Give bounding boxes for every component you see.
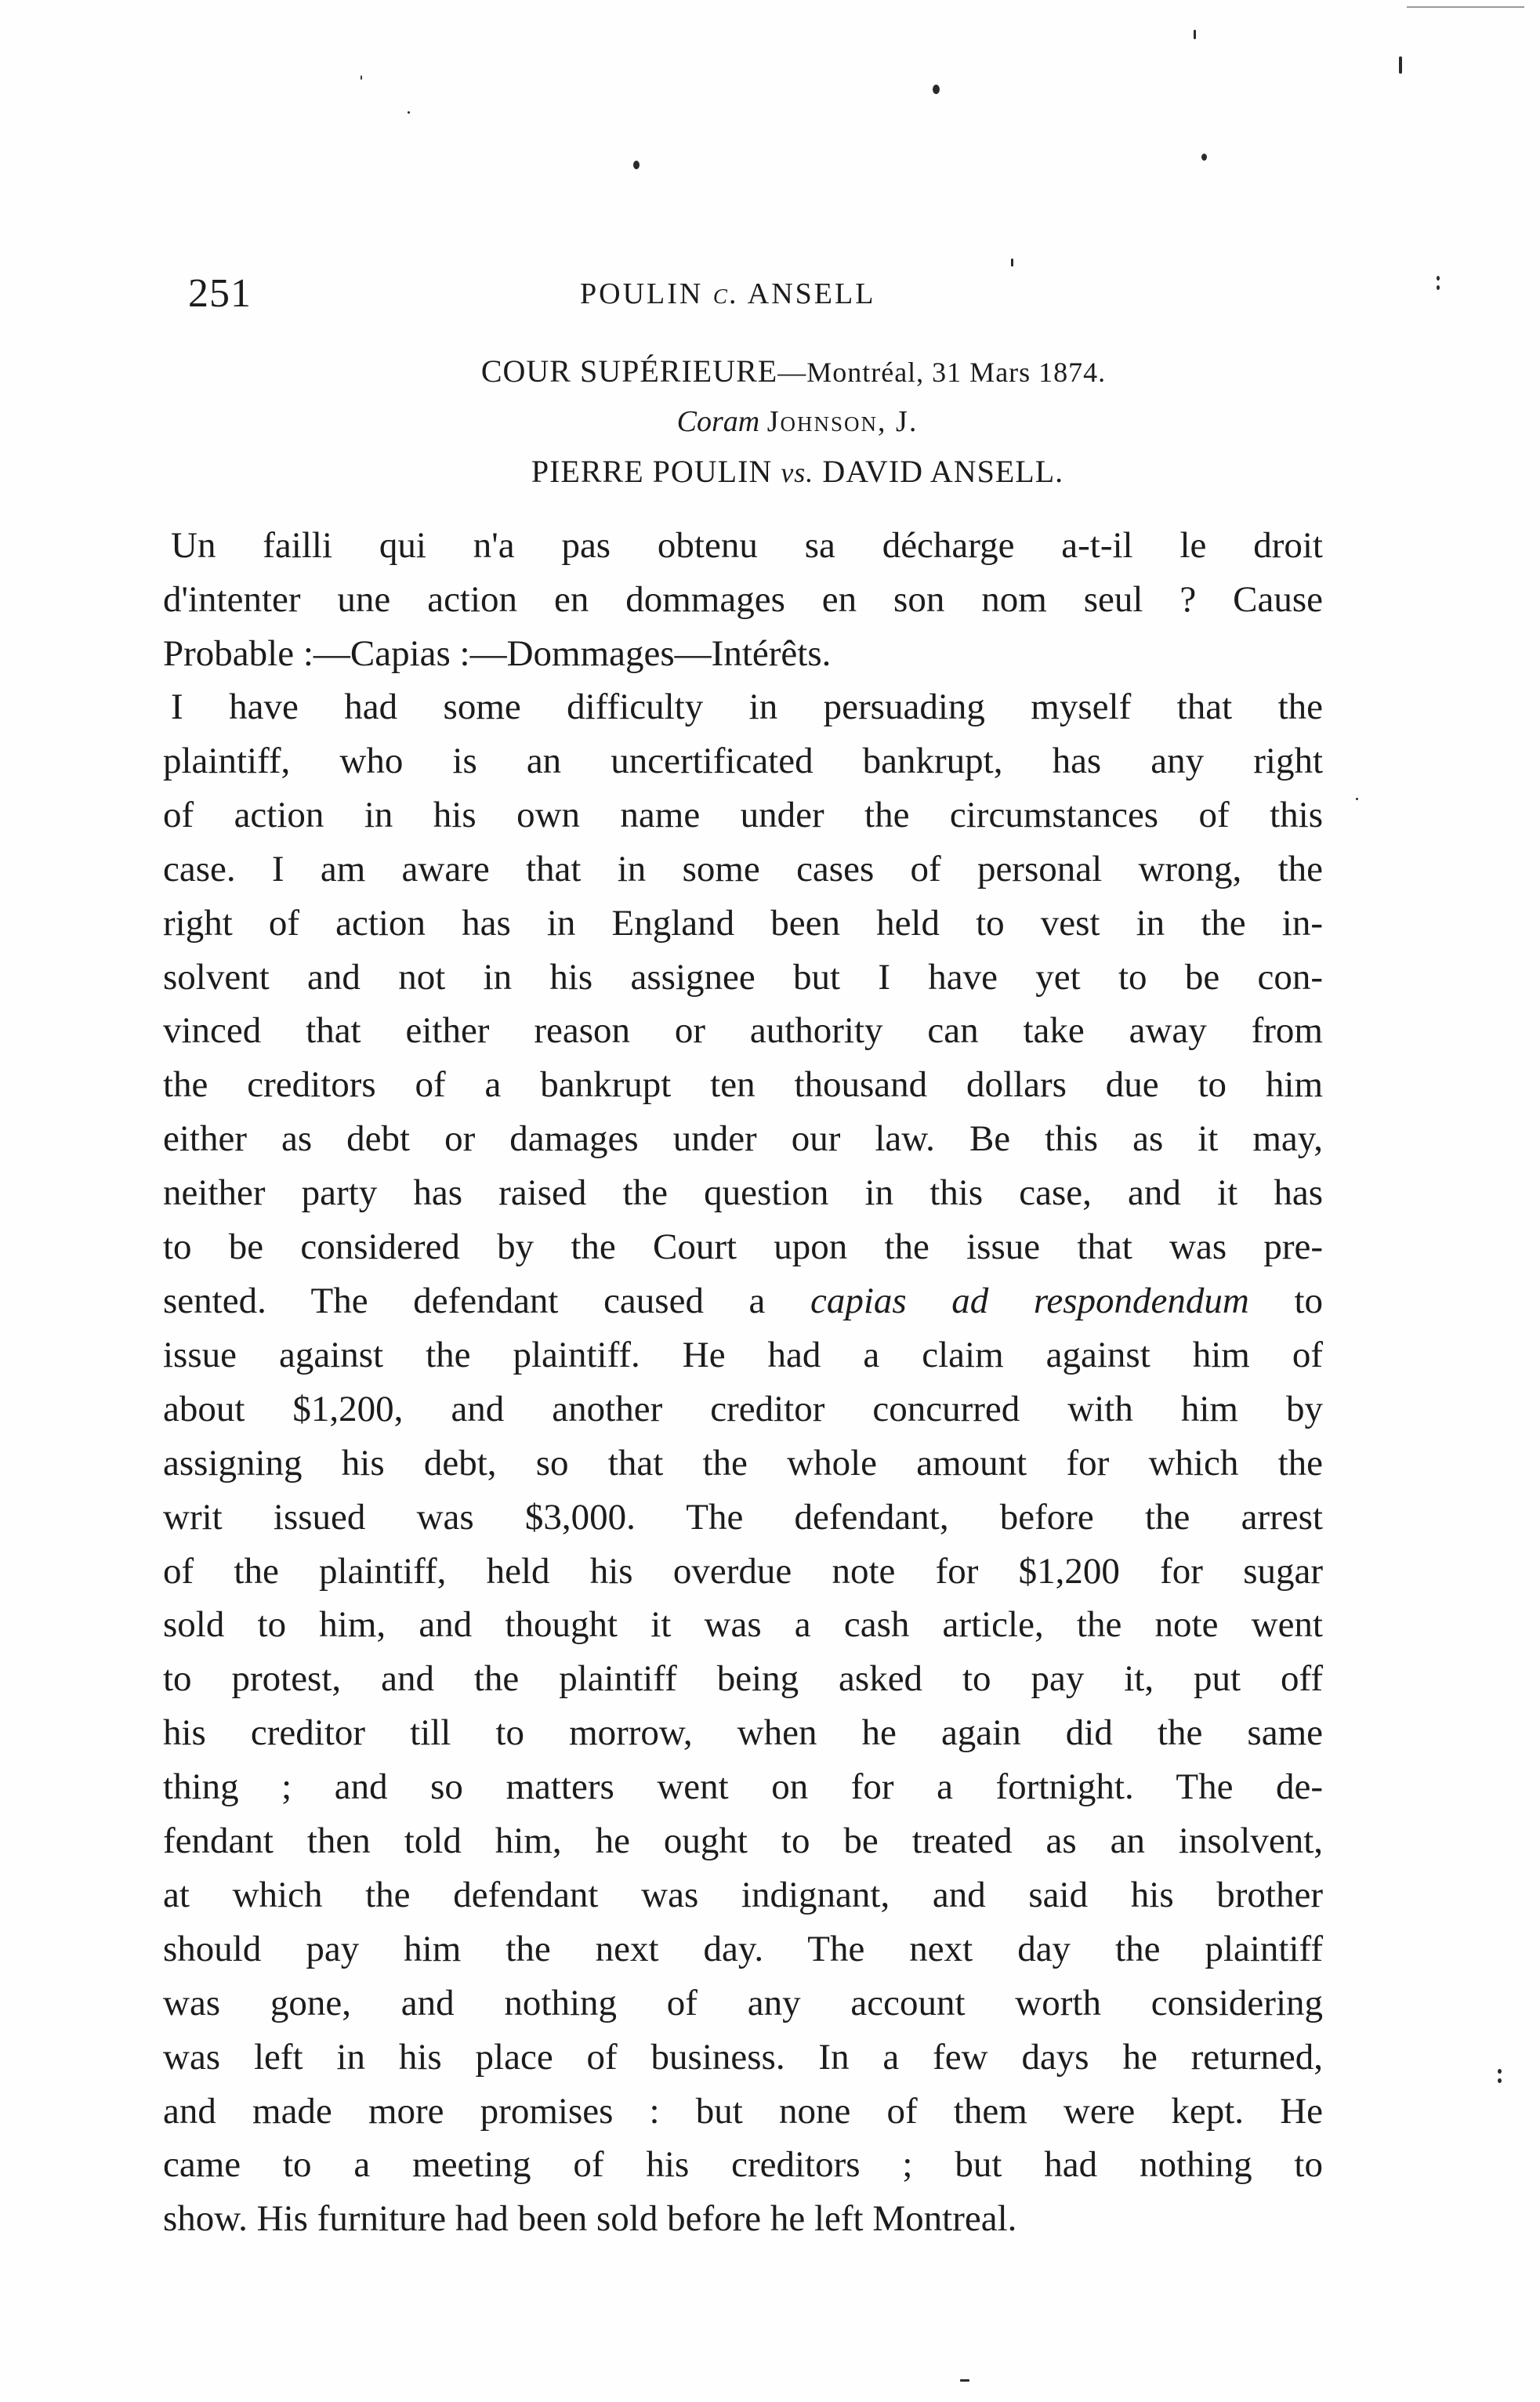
scan-speck <box>1194 30 1196 39</box>
judgment-line: show. His furniture had been sold before he left Montreal. <box>163 2198 1017 2240</box>
headnote-line: Un failli qui n'a pas obtenu sa décharge a-t-il le droit <box>171 525 1323 566</box>
judgment-line: thing ; and so matters went on for a fortnight. The de- <box>163 1766 1323 1808</box>
capias-text-before: sented. The defendant caused a <box>163 1280 766 1321</box>
judgment-line: to be considered by the Court upon the issue that was pre- <box>163 1226 1323 1268</box>
page-number: 251 <box>188 271 252 316</box>
scan-speck <box>1356 798 1358 800</box>
judgment-line: assigning his debt, so that the whole amount for which the <box>163 1442 1323 1484</box>
coram-line <box>0 404 1540 439</box>
scan-speck <box>1498 2069 1502 2074</box>
case-headnote <box>163 519 1323 681</box>
defendant-name: DAVID ANSELL. <box>822 454 1064 489</box>
judgment-line: plaintiff, who is an uncertificated bankrupt, has any right <box>163 740 1323 781</box>
headnote-line: d'intenter une action en dommages en son nom seul ? Cause <box>163 579 1323 620</box>
scan-speck <box>933 85 940 94</box>
scan-speck <box>1201 154 1207 161</box>
judgment-line-capias <box>163 1274 1323 1328</box>
scan-speck <box>1498 2078 1502 2083</box>
headnote-line: Probable :—Capias :—Dommages—Intérêts. <box>163 633 832 674</box>
coram-word: Coram <box>676 405 760 438</box>
judgment-line: of the plaintiff, held his overdue note for $1,200 for sugar <box>163 1550 1323 1592</box>
scan-speck <box>1011 259 1013 266</box>
scan-speck <box>960 2379 969 2382</box>
judgment-line: issue against the plaintiff. He had a claim against him of <box>163 1334 1323 1375</box>
judgment-line: writ issued was $3,000. The defendant, before the arrest <box>163 1496 1323 1538</box>
judgment-text <box>163 680 1323 2246</box>
judgment-line: case. I am aware that in some cases of personal wrong, the <box>163 848 1323 889</box>
scan-edge-mark <box>1407 6 1524 8</box>
parties-versus: vs. <box>781 457 814 488</box>
plaintiff-name: PIERRE POULIN <box>531 454 773 489</box>
judgment-line: was left in his place of business. In a few days he returned, <box>163 2036 1323 2078</box>
judgment-line: the creditors of a bankrupt ten thousand dollars due to him <box>163 1064 1323 1106</box>
court-name: COUR SUPÉRIEURE <box>480 353 778 389</box>
judgment-line: to protest, and the plaintiff being asked to pay it, put off <box>163 1658 1323 1700</box>
judgment-line: was gone, and nothing of any account worth considering <box>163 1982 1323 2023</box>
running-head <box>580 277 875 311</box>
judge-name: Johnson, J. <box>766 405 919 438</box>
scan-speck <box>633 161 640 169</box>
judgment-line: vinced that either reason or authority can take away from <box>163 1010 1323 1052</box>
judgment-line: either as debt or damages under our law. Be this as it may, <box>163 1118 1323 1160</box>
running-head-versus: c. <box>712 277 740 310</box>
judgment-line: I have had some difficulty in persuading myself that the <box>171 687 1323 727</box>
judgment-line: of action in his own name under the circumstances of this <box>163 794 1323 835</box>
scan-speck <box>1437 276 1440 281</box>
capias-italic-term: capias ad respondendum <box>810 1280 1249 1321</box>
scan-speck <box>1399 56 1402 74</box>
judgment-line: about $1,200, and another creditor concurred with him by <box>163 1388 1323 1429</box>
scan-speck <box>408 111 410 114</box>
judgment-line: at which the defendant was indignant, and said his brother <box>163 1874 1323 1915</box>
judgment-line: sold to him, and thought it was a cash article, the note went <box>163 1604 1323 1646</box>
capias-text-after: to <box>1294 1280 1324 1321</box>
court-place-date: —Montréal, 31 Mars 1874. <box>777 357 1107 388</box>
judgment-line: neither party has raised the question in this case, and it has <box>163 1172 1323 1214</box>
judgment-line: came to a meeting of his creditors ; but had nothing to <box>163 2144 1323 2186</box>
scan-speck <box>1437 285 1440 290</box>
judgment-line: right of action has in England been held to vest in the in- <box>163 902 1323 944</box>
judgment-line: should pay him the next day. The next day the plaintiff <box>163 1928 1323 1969</box>
judgment-line: his creditor till to morrow, when he again did the same <box>163 1712 1323 1754</box>
scan-speck <box>361 75 362 80</box>
judgment-line: and made more promises : but none of them were kept. He <box>163 2090 1323 2132</box>
parties-line <box>0 453 1540 490</box>
judgment-line: fendant then told him, he ought to be treated as an insolvent, <box>163 1821 1323 1862</box>
running-head-plaintiff: POULIN <box>580 277 704 310</box>
running-head-defendant: ANSELL <box>747 277 876 310</box>
court-line <box>0 353 1540 389</box>
page-header <box>188 270 1332 317</box>
judgment-line: solvent and not in his assignee but I have yet to be con- <box>163 956 1323 998</box>
